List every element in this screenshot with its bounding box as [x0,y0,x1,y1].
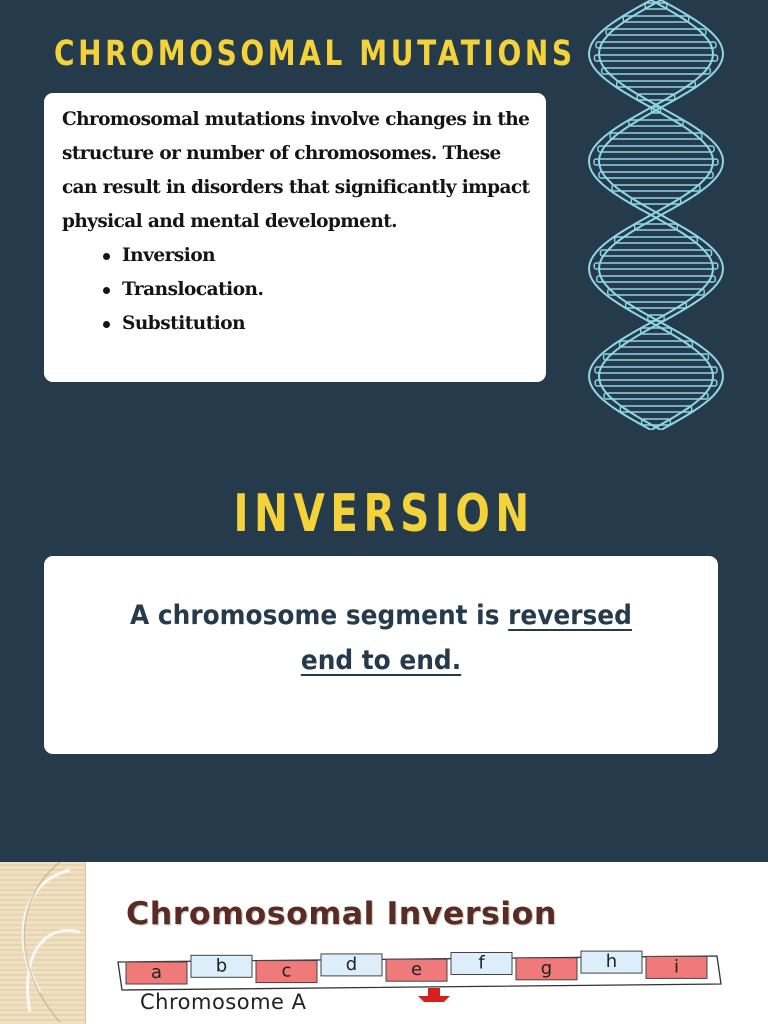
intro-card [44,93,546,382]
dna-strands [589,0,723,430]
down-arrow-icon [418,988,450,1002]
dna-rung [595,380,717,386]
list-item: Inversion [100,239,532,273]
gene-label: h [605,951,618,973]
definition-card [44,556,718,754]
mutation-type-list [100,239,532,341]
dna-rung [594,55,717,61]
gene-segments [118,951,721,990]
dna-strand [599,0,723,430]
dna-rungs [594,3,718,425]
section-title-chromosomal-mutations: CHROMOSOMAL MUTATIONS [54,34,576,74]
dna-rung [612,185,700,191]
dna-rung [615,237,698,243]
list-item: Substitution [100,307,532,341]
dna-rung [598,146,714,152]
section-title-inversion [0,484,768,544]
definition-keyword-end: end to end. [300,645,462,676]
gene-label: b [215,955,228,977]
definition-prefix: A chromosome segment is [130,600,509,631]
gene-label: i [673,956,680,978]
definition-line-1 [71,593,691,638]
dna-rung [620,341,693,347]
decorative-curves [0,862,86,1024]
dna-rung [594,159,718,165]
dna-rung [602,68,711,74]
gene-label: f [478,952,485,974]
gene-label: a [150,962,163,983]
dna-rung [608,289,704,295]
dna-rung [599,172,713,178]
gene-label: g [540,957,553,979]
gene-label: d [345,953,358,975]
dna-strand [589,0,713,430]
dna-rung [617,81,696,87]
chromosome-label: Chromosome A [140,990,307,1014]
dna-rung [600,250,711,256]
dna-rung [620,406,691,412]
gene-label: c [281,960,292,982]
definition-line-2 [71,638,691,683]
list-item: Translocation. [100,273,532,307]
dna-helix-icon [580,0,732,430]
definition-keyword: reversed [508,600,632,631]
dna-rung [596,42,716,48]
dna-rung [594,263,718,269]
inversion-diagram-image [0,862,768,1024]
diagram-title: Chromosomal Inversion [126,896,557,932]
gene-label: e [410,959,423,981]
dna-rung [597,276,715,282]
paper-texture-decoration [0,862,86,1024]
dna-rung [610,133,702,139]
dna-rung [606,29,706,35]
dna-rung [595,367,717,373]
intro-description: Chromosomal mutations involve changes in the structure or number of chromosomes. These can result in disorders that significantly impact physical and mental development. [62,109,530,232]
inversion-title-text: INVERSION [233,484,535,544]
dna-rung [604,393,708,399]
dna-rung [604,354,709,360]
